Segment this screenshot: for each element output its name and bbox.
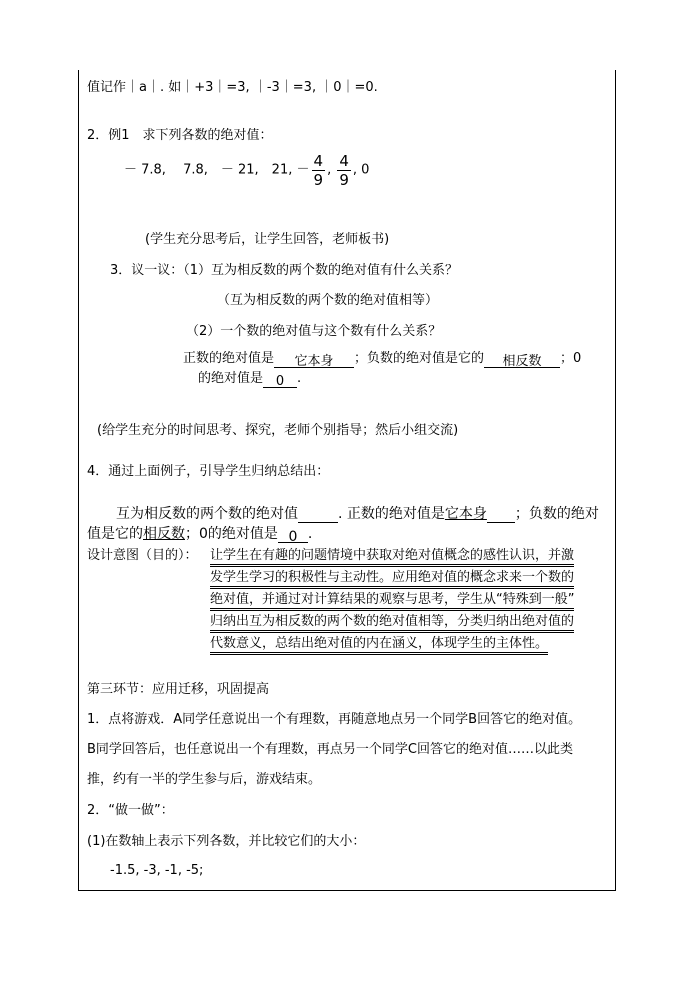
blank-zero-answer: 0 <box>263 373 297 388</box>
game-line-3: 推，约有一半的学生参与后，游戏结束。 <box>87 772 322 787</box>
summary-text-1c: ；负数的绝对 <box>514 506 599 522</box>
section3-title: 第三环节：应用迁移，巩固提高 <box>87 682 270 697</box>
example-title: 2．例1 求下列各数的绝对值： <box>87 128 273 143</box>
summary-title: 4．通过上面例子，引导学生归纳总结出： <box>87 464 330 479</box>
example-values-tail: , 0 <box>352 162 370 178</box>
discuss-question-2: （2）一个数的绝对值与这个数有什么关系？ <box>186 324 442 339</box>
fraction-numerator: 4 <box>313 151 324 170</box>
design-text-1: 让学生在有趣的问题情境中获取对绝对值概念的感性认识，并激 <box>210 547 574 567</box>
discuss-answer-1: （互为相反数的两个数的绝对值相等） <box>217 293 439 308</box>
design-line-1 <box>210 547 574 567</box>
summary-text-2: 值是它的 <box>87 526 143 542</box>
summary-text-1b: . 正数的绝对值是 <box>338 506 445 522</box>
blank-negative-answer: 相反数 <box>484 353 560 368</box>
text-negative: ；负数的绝对值是它的 <box>354 351 485 366</box>
fraction-sign: － <box>296 162 310 177</box>
discuss-question-1: 3．议一议：（1）互为相反数的两个数的绝对值有什么关系？ <box>110 263 459 278</box>
fraction-neg-4-9 <box>312 152 326 189</box>
summary-text-1: 互为相反数的两个数的绝对值 <box>116 506 298 522</box>
discuss-answer-2-line1 <box>183 350 581 368</box>
absolute-value-notation: 值记作｜a｜. 如｜+3｜=3, ｜-3｜=3, ｜0｜=0. <box>87 80 378 95</box>
design-text-3: 绝对值，并通过对计算结果的观察与思考，学生从“特殊到一般” <box>210 591 574 611</box>
fraction-denominator: 9 <box>339 170 349 189</box>
discuss-answer-2-line2 <box>198 370 301 388</box>
game-line-2: B同学回答后，也任意说出一个有理数，再点另一个同学C回答它的绝对值……以此类 <box>87 742 573 757</box>
text-zero-abs: 的绝对值是 <box>198 371 264 386</box>
text-zero: ；0 <box>560 351 582 366</box>
design-line-4 <box>210 613 574 633</box>
summary-text-2c: . <box>307 526 313 542</box>
text-period: . <box>297 371 302 386</box>
example-values: － 7.8, 7.8, － 21, 21, － $\frac{4}{9}$ , $\frac{4}{9}$ , 0 <box>124 151 370 189</box>
do-it-title: 2．“做一做”： <box>87 803 174 818</box>
design-intent-label: 设计意图（目的）： <box>87 548 198 563</box>
teacher-note-1: (学生充分思考后，让学生回答，老师板书) <box>145 232 390 247</box>
fraction-numerator: 4 <box>339 151 349 170</box>
blank-summary-self-trail <box>487 508 515 523</box>
design-line-3 <box>210 591 574 611</box>
design-text-2: 发学生学习的积极性与主动性。应用绝对值的概念求来一个数的 <box>210 569 574 589</box>
summary-answer-self: 它本身 <box>444 506 487 522</box>
example-values-prefix: － 7.8, 7.8, － 21, 21, <box>124 162 293 178</box>
do-it-task-1: (1)在数轴上表示下列各数，并比较它们的大小： <box>87 834 366 849</box>
summary-line-2 <box>87 525 312 543</box>
blank-summary-zero: 0 <box>278 528 308 543</box>
summary-line-1 <box>116 505 599 523</box>
design-line-5 <box>210 635 548 655</box>
do-it-numbers: -1.5, -3, -1, -5; <box>110 863 204 878</box>
game-line-1: 1．点将游戏．A同学任意说出一个有理数，再随意地点另一个同学B回答它的绝对值。 <box>87 712 582 727</box>
blank-summary-equal <box>298 508 338 523</box>
fraction-4-9 <box>337 152 351 189</box>
design-text-5: 代数意义，总结出绝对值的内在涵义，体现学生的主体性。 <box>210 635 548 655</box>
blank-positive-answer: 它本身 <box>274 353 354 368</box>
summary-text-2b: ；0的绝对值是 <box>185 526 278 542</box>
design-text-4: 归纳出互为相反数的两个数的绝对值相等，分类归纳出绝对值的 <box>210 613 574 633</box>
design-line-2 <box>210 569 574 589</box>
fraction-denominator: 9 <box>313 170 324 189</box>
summary-answer-opposite: 相反数 <box>143 526 185 542</box>
text-positive: 正数的绝对值是 <box>183 351 275 366</box>
teacher-note-2: (给学生充分的时间思考、探究，老师个别指导；然后小组交流) <box>97 423 459 438</box>
